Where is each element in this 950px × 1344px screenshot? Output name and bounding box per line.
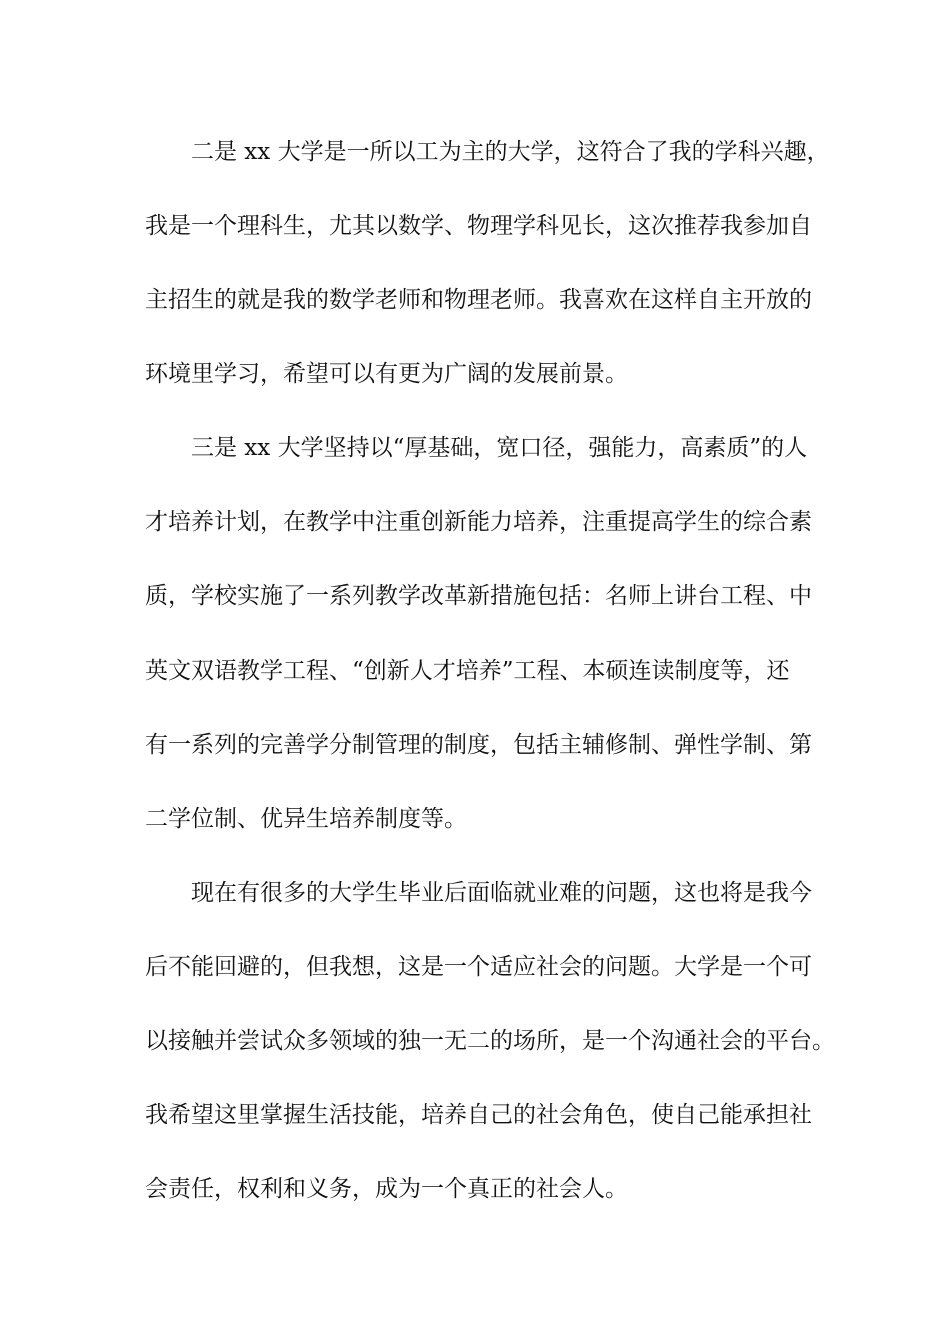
paragraph-3-line-2: 后不能回避的，但我想，这是一个适应社会的问题。大学是一个可 <box>145 954 812 980</box>
paragraph-3-line-3: 以接触并尝试众多领域的独一无二的场所，是一个沟通社会的平台。 <box>145 1028 835 1054</box>
paragraph-1-line-4: 环境里学习，希望可以有更为广阔的发展前景。 <box>145 361 628 387</box>
paragraph-3-line-5: 会责任，权利和义务，成为一个真正的社会人。 <box>145 1176 628 1202</box>
paragraph-2-line-4: 英文双语教学工程、“创新人才培养”工程、本硕连读制度等，还 <box>145 658 790 684</box>
paragraph-2-line-1: 三是 xx 大学坚持以“厚基础，宽口径，强能力，高素质”的人 <box>191 435 808 461</box>
paragraph-1-line-2: 我是一个理科生，尤其以数学、物理学科见长，这次推荐我参加自 <box>145 213 812 239</box>
paragraph-2-line-6: 二学位制、优异生培养制度等。 <box>145 806 467 832</box>
paragraph-1-line-3: 主招生的就是我的数学老师和物理老师。我喜欢在这样自主开放的 <box>145 287 812 313</box>
paragraph-3-line-4: 我希望这里掌握生活技能，培养自己的社会角色，使自己能承担社 <box>145 1102 812 1128</box>
paragraph-2-line-3: 质，学校实施了一系列教学改革新措施包括：名师上讲台工程、中 <box>145 583 812 609</box>
paragraph-3-line-1: 现在有很多的大学生毕业后面临就业难的问题，这也将是我今 <box>191 880 812 906</box>
paragraph-1-line-1: 二是 xx 大学是一所以工为主的大学，这符合了我的学科兴趣， <box>191 139 830 165</box>
paragraph-2-line-5: 有一系列的完善学分制管理的制度，包括主辅修制、弹性学制、第 <box>145 732 812 758</box>
paragraph-2-line-2: 才培养计划，在教学中注重创新能力培养，注重提高学生的综合素 <box>145 509 812 535</box>
